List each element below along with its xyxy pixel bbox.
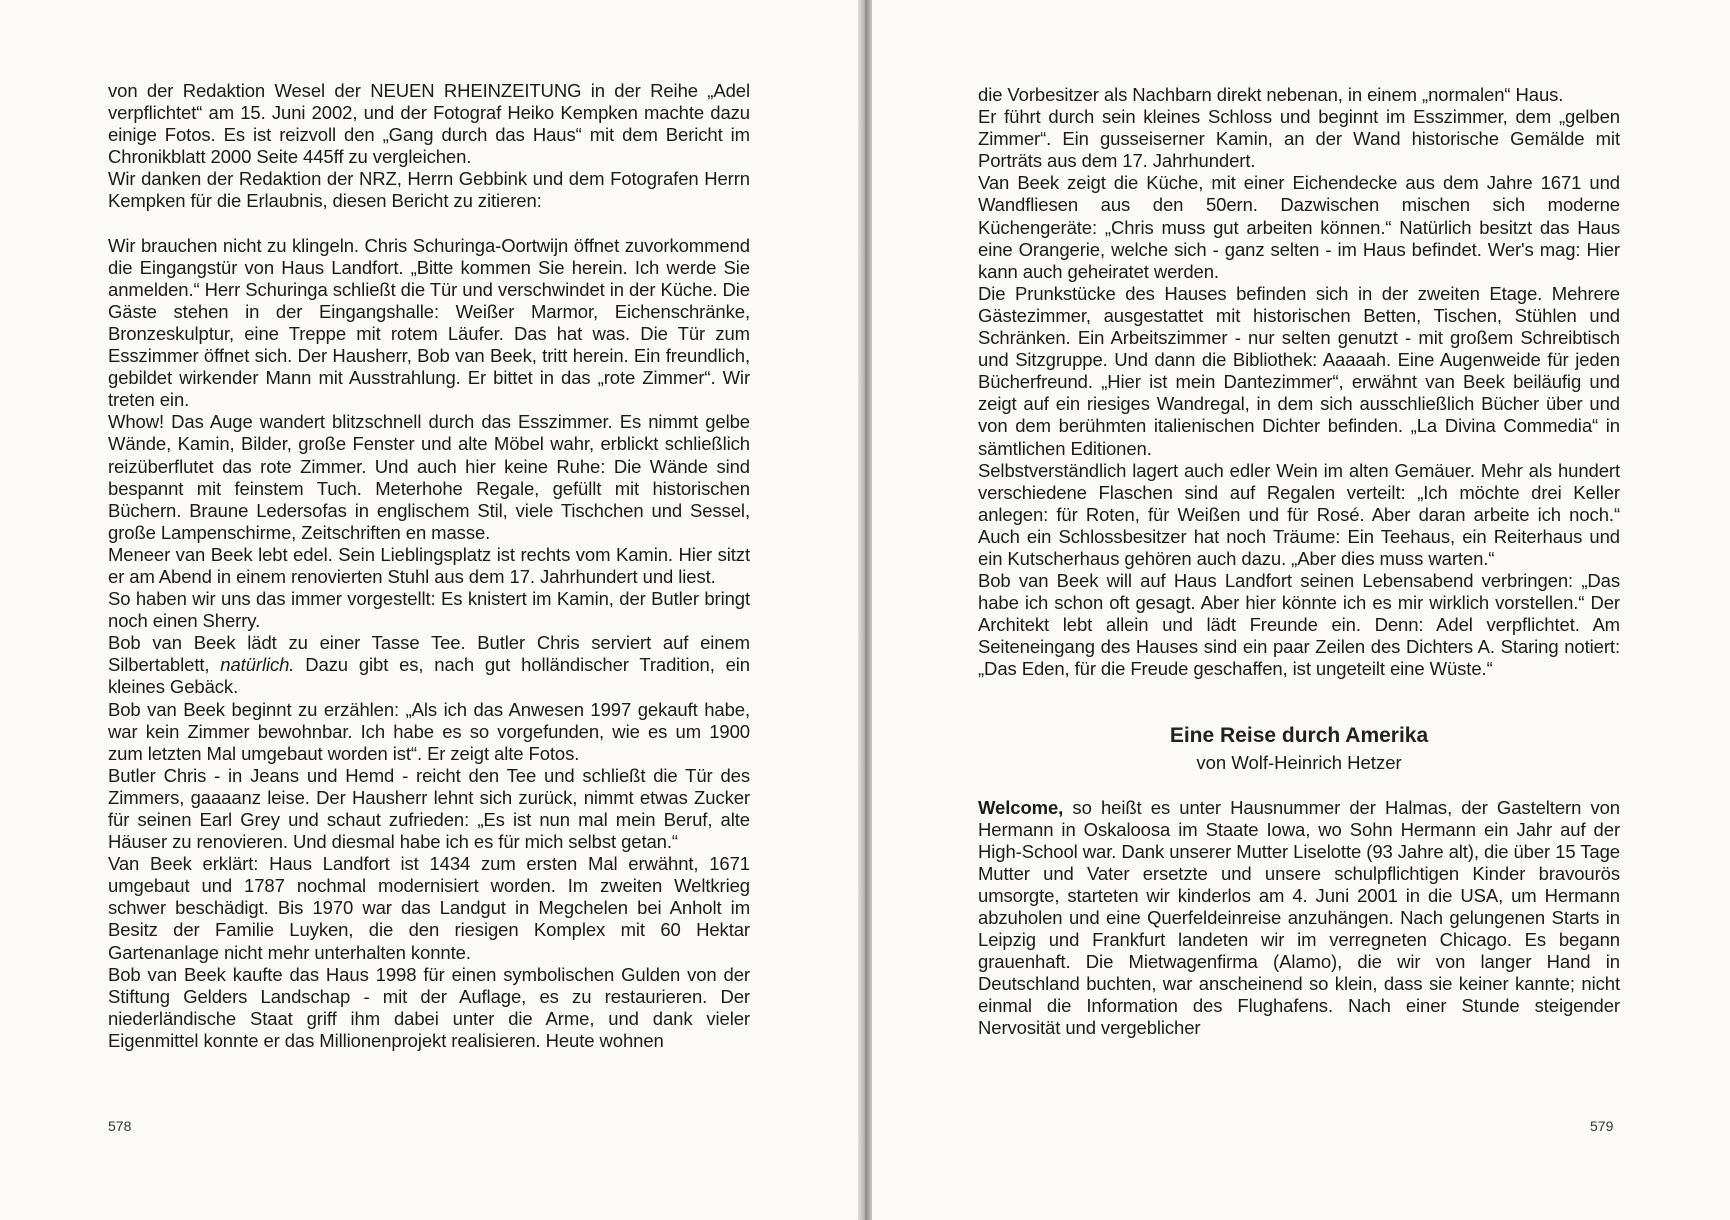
- section-gap: [978, 681, 1620, 723]
- paragraph: So haben wir uns das immer vorgestellt: Es knistert im Kamin, der Butler bringt noch einen Sherry.: [108, 588, 750, 632]
- paragraph: Meneer van Beek lebt edel. Sein Lieblingsplatz ist rechts vom Kamin. Hier sitzt er am Abend in einem renovierten Stuhl aus dem 17. Jahrhundert und liest.: [108, 543, 750, 587]
- right-page: [872, 0, 1730, 1220]
- paragraph: Er führt durch sein kleines Schloss und beginnt im Esszimmer, dem „gelben Zimmer“. Ein gusseiserner Kamin, an der Wand historische Gemälde mit Porträts aus dem 17. Jahrhundert.: [978, 106, 1620, 172]
- paragraph: die Vorbesitzer als Nachbarn direkt nebenan, in einem „normalen“ Haus.: [978, 84, 1564, 105]
- paragraph: Selbstverständlich lagert auch edler Wein im alten Gemäuer. Mehr als hundert verschiedene Flaschen sind auf Regalen verteilt: „Ich möchte drei Keller anlegen: für Roten, für Weißen und für Rosé. Aber daran arbeite ich noch.“ Auch ein Schlossbesitzer hat noch Träume: Ein Teehaus, ein Reiterhaus und ein Kutscherhaus gehören auch dazu. „Aber dies muss warten.“: [978, 459, 1620, 569]
- text-run: Dazu gibt es, nach gut holländischer Tradition, ein kleines Gebäck.: [108, 654, 750, 698]
- italic-text: natürlich.: [220, 654, 295, 676]
- page-number-right: 579: [1590, 1118, 1614, 1134]
- paragraph: Van Beek zeigt die Küche, mit einer Eichendecke aus dem Jahre 1671 und Wandfliesen aus den 50ern. Dazwischen mischen sich moderne Küchengeräte: „Chris muss gut arbeiten können.“ Natürlich besitzt das Haus eine Orangerie, welche sich - ganz selten - im Haus befindet. Wer's mag: Hier kann auch geheiratet werden.: [978, 172, 1620, 282]
- paragraph: [108, 632, 750, 698]
- text-run: so heißt es unter Hausnummer der Halmas, der Gasteltern von Hermann in Oskaloosa im Staate Iowa, wo Sohn Hermann ein Jahr auf der High-School war. Dank unserer Mutter Liselotte (93 Jahre alt), die über 15 Tage Mutter und Vater ersetzte und unsere schulpflichtigen Kinder bravourös umsorgte, starteten wir kinderlos am 4. Juni 2001 in die USA, um Hermann abzuholen und eine Querfeldeinreise anzuhängen. Nach gelungenen Starts in Leipzig und Frankfurt landeten wir im verregneten Chicago. Es begann grauenhaft. Die Mietwagenfirma (Alamo), die wir von langer Hand in Deutschland buchten, war anscheinend so klein, dass sie keiner kannte; nicht einmal die Information des Flughafens. Nach einer Stunde steigender Nervosität und vergeblicher: [978, 796, 1620, 1039]
- paragraph: Wir danken der Redaktion der NRZ, Herrn Gebbink und dem Fotografen Herrn Kempken für die Erlaubnis, diesen Bericht zu zitieren:: [108, 168, 750, 212]
- text-run: Bob van Beek lädt zu einer Tasse Tee. Butler Chris serviert auf einem Silbertablett,: [108, 632, 750, 676]
- paragraph: Bob van Beek beginnt zu erzählen: „Als ich das Anwesen 1997 gekauft habe, war kein Zimmer bewohnbar. Ich habe es so vorgefunden, wie es um 1900 zum letzten Mal umgebaut worden ist“. Er zeigt alte Fotos.: [108, 698, 750, 764]
- paragraph: Van Beek erklärt: Haus Landfort ist 1434 zum ersten Mal erwähnt, 1671 umgebaut und 1787 nochmal modernisiert worden. Im zweiten Weltkrieg schwer beschädigt. Bis 1970 war das Landgut in Megchelen bei Anholt im Besitz der Familie Luyken, die den riesigen Komplex mit 60 Hektar Gartenanlage nicht mehr unterhalten konnte.: [108, 853, 750, 963]
- left-text-column: [108, 80, 750, 1052]
- right-text-column: [978, 84, 1620, 1040]
- paragraph: Bob van Beek kaufte das Haus 1998 für einen symbolischen Gulden von der Stiftung Gelders Landschap - mit der Auflage, es zu restaurieren. Der niederländische Staat griff ihm dabei unter die Arme, und dank vieler Eigenmittel konnte er das Millionenprojekt realisieren. Heute wohnen: [108, 963, 750, 1051]
- section-heading: Eine Reise durch Amerika: [1169, 723, 1429, 747]
- paragraph: Bob van Beek will auf Haus Landfort seinen Lebensabend verbringen: „Das habe ich schon oft gesagt. Aber hier könnte ich es mir wirklich vorstellen.“ Der Architekt lebt allein und lädt Freunde ein. Denn: Adel verpflichtet. Am Seiteneingang des Hauses sind ein paar Zeilen des Dichters A. Staring notiert: „Das Eden, für die Freude geschaffen, ist ungeteilt eine Wüste.“: [978, 570, 1620, 680]
- paragraph: von der Redaktion Wesel der NEUEN RHEINZEITUNG in der Reihe „Adel verpflichtet“ am 15. Juni 2002, und der Fotograf Heiko Kempken machte dazu einige Fotos. Es ist reizvoll den „Gang durch das Haus“ mit dem Bericht im Chronikblatt 2000 Seite 445ff zu vergleichen.: [108, 80, 750, 168]
- paragraph-gap: [108, 213, 750, 235]
- book-gutter: [858, 0, 872, 1220]
- paragraph: [978, 797, 1620, 1040]
- paragraph: Wir brauchen nicht zu klingeln. Chris Schuringa-Oortwijn öffnet zuvorkommend die Eingangstür von Haus Landfort. „Bitte kommen Sie herein. Ich werde Sie anmelden.“ Herr Schuringa schließt die Tür und verschwindet in der Küche. Die Gäste stehen in der Eingangshalle: Weißer Marmor, Eichenschränke, Bronzeskulptur, eine Treppe mit rotem Läufer. Das hat was. Die Tür zum Esszimmer öffnet sich. Der Hausherr, Bob van Beek, tritt herein. Ein freundlich, gebildet wirkender Mann mit Ausstrahlung. Er bittet in das „rote Zimmer“. Wir treten ein.: [108, 234, 750, 411]
- paragraph: Die Prunkstücke des Hauses befinden sich in der zweiten Etage. Mehrere Gästezimmer, ausgestattet mit historischen Betten, Tischen, Stühlen und Schränken. Ein Arbeitszimmer - nur selten genutzt - mit großem Schreibtisch und Sitzgruppe. Und dann die Bibliothek: Aaaaah. Eine Augenweide für jeden Bücherfreund. „Hier ist mein Dantezimmer“, erwähnt van Beek beiläufig und zeigt auf ein riesiges Wandregal, in dem sich ausschließlich Bücher über und von dem berühmten italienischen Dichter befinden. „La Divina Commedia“ in sämtlichen Editionen.: [978, 282, 1620, 459]
- author-byline: von Wolf-Heinrich Hetzer: [1196, 751, 1402, 773]
- paragraph: Whow! Das Auge wandert blitzschnell durch das Esszimmer. Es nimmt gelbe Wände, Kamin, Bilder, große Fenster und alte Möbel wahr, erblickt schließlich reizüberflutet das rote Zimmer. Und auch hier keine Ruhe: Die Wände sind bespannt mit feinstem Tuch. Meterhohe Regale, gefüllt mit historischen Büchern. Braune Ledersofas in englischem Stil, viele Tischchen und Sessel, große Lampenschirme, Zeitschriften en masse.: [108, 411, 750, 543]
- paragraph: Butler Chris - in Jeans und Hemd - reicht den Tee und schließt die Tür des Zimmers, gaaaanz leise. Der Hausherr lehnt sich zurück, nimmt etwas Zucker für seinen Earl Grey und schaut zufrieden: „Es ist nun mal mein Beruf, alte Häuser zu renovieren. Und diesmal habe ich es für mich selbst getan.“: [108, 764, 750, 853]
- paragraph-gap: [978, 775, 1620, 797]
- page-number-left: 578: [108, 1118, 132, 1134]
- left-page: [0, 0, 858, 1220]
- bold-text: Welcome,: [978, 796, 1064, 818]
